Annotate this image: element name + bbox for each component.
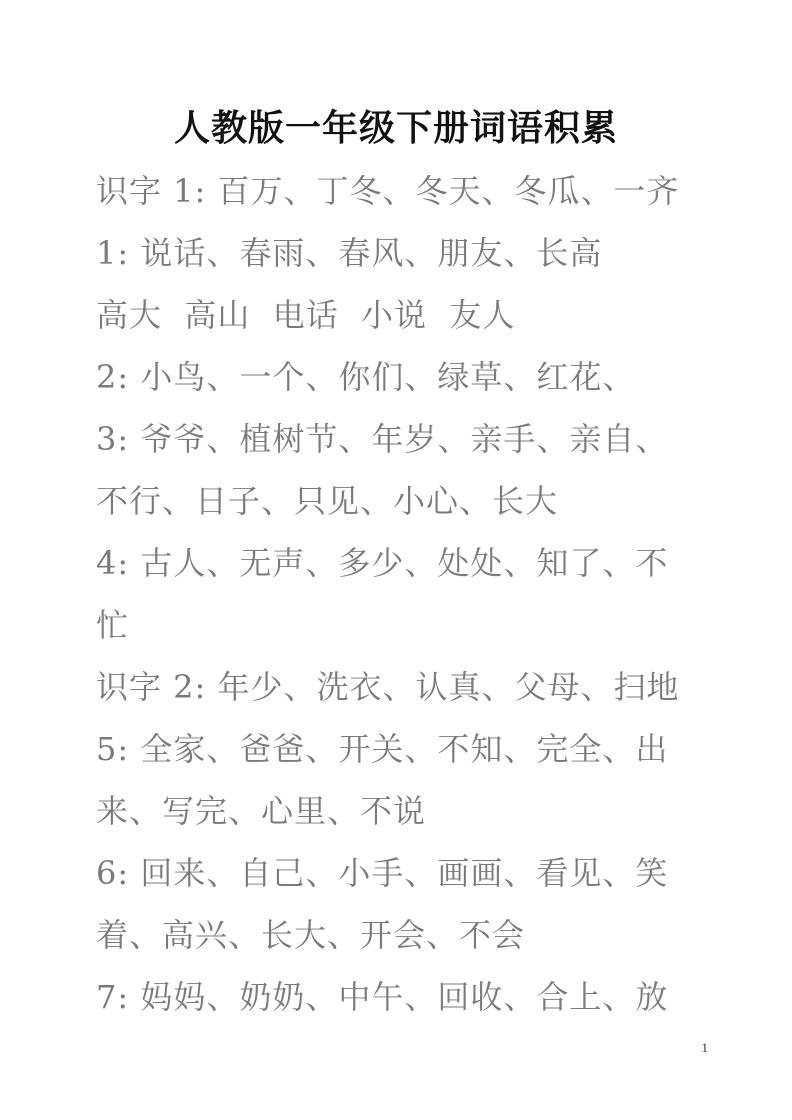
vocabulary-line: 3: 爷爷、植树节、年岁、亲手、亲自、 bbox=[96, 420, 669, 458]
vocabulary-line: 1: 说话、春雨、春风、朋友、长高 bbox=[96, 234, 603, 272]
vocabulary-line: 来、写完、心里、不说 bbox=[96, 792, 427, 830]
vocabulary-line: 7: 妈妈、奶奶、中午、回收、合上、放 bbox=[96, 978, 669, 1016]
document-title: 人教版一年级下册词语积累 bbox=[173, 107, 618, 149]
vocabulary-line: 2: 小鸟、一个、你们、绿草、红花、 bbox=[96, 358, 636, 396]
vocabulary-line: 识字 1: 百万、丁冬、冬天、冬瓜、一齐 bbox=[96, 172, 680, 210]
vocabulary-line: 5: 全家、爸爸、开关、不知、完全、出 bbox=[96, 730, 669, 768]
vocabulary-line: 着、高兴、长大、开会、不会 bbox=[96, 916, 526, 954]
vocabulary-line: 6: 回来、自己、小手、画画、看见、笑 bbox=[96, 854, 669, 892]
page-number: 1 bbox=[701, 1040, 708, 1055]
vocabulary-line: 忙 bbox=[96, 606, 130, 644]
vocabulary-line: 不行、日子、只见、小心、长大 bbox=[96, 482, 559, 520]
vocabulary-line: 高大 高山 电话 小说 友人 bbox=[96, 296, 516, 334]
vocabulary-list bbox=[96, 160, 706, 1028]
vocabulary-line: 4: 古人、无声、多少、处处、知了、不 bbox=[96, 544, 669, 582]
vocabulary-line: 识字 2: 年少、洗衣、认真、父母、扫地 bbox=[96, 668, 680, 706]
